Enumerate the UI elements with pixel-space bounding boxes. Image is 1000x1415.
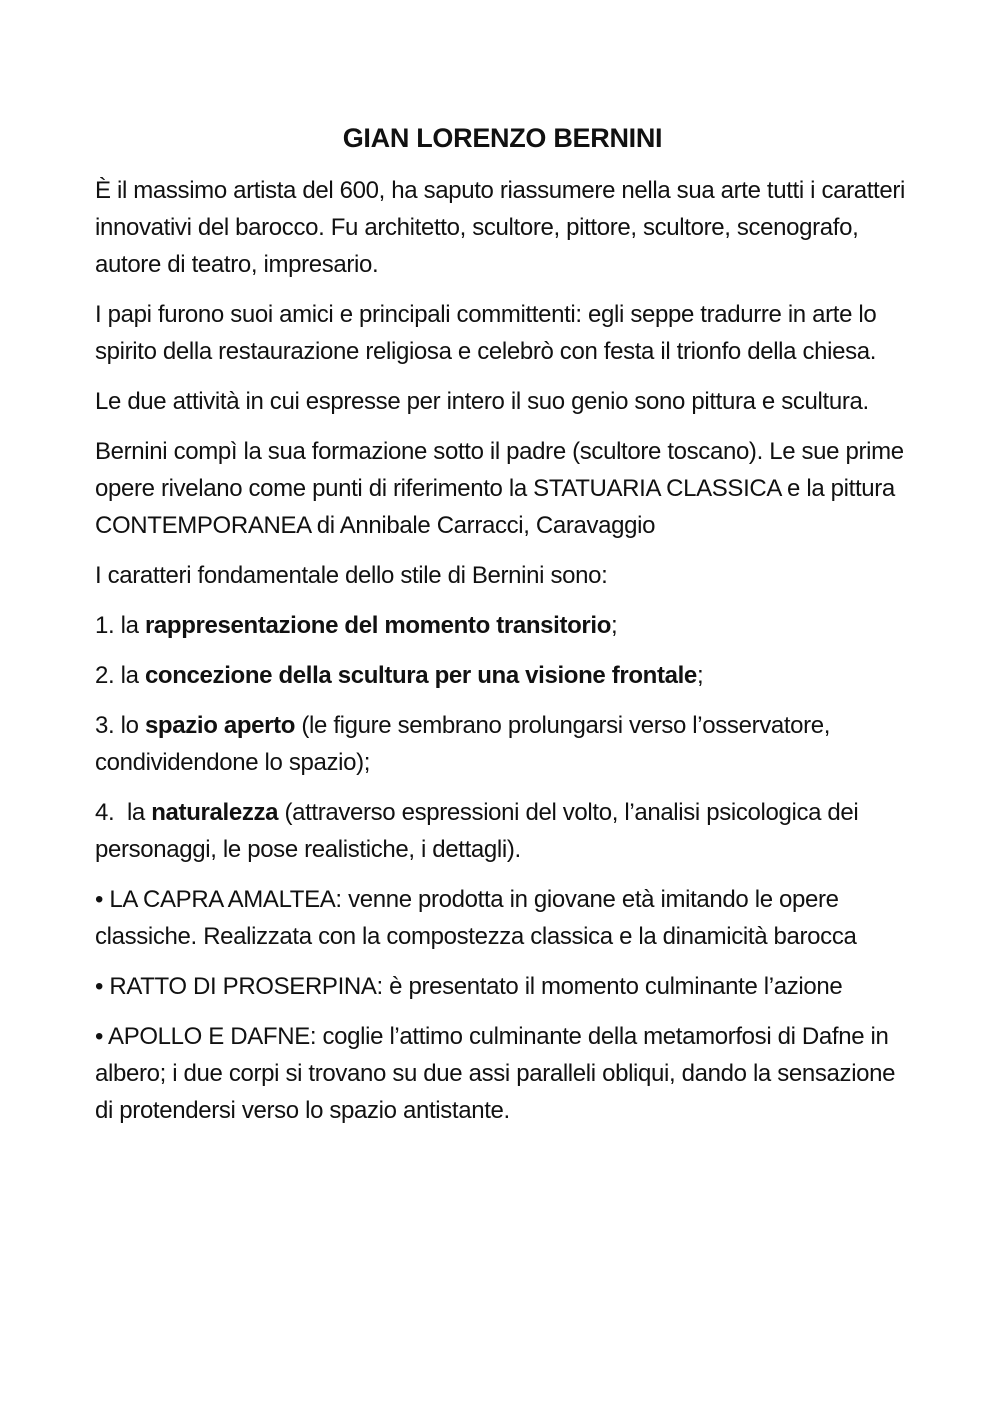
work-item-capra-amaltea: • LA CAPRA AMALTEA: venne prodotta in giovane età imitando le opere classiche. Realizzata con la compostezza classica e la dinamicità barocca xyxy=(95,886,857,950)
intro-paragraph-1: È il massimo artista del 600, ha saputo riassumere nella sua arte tutti i caratteri innovativi del barocco. Fu architetto, scultore, pittore, scultore, scenografo, autore di teatro, impresario. xyxy=(95,177,906,278)
feature-suffix: ; xyxy=(696,662,704,689)
feature-prefix: 2. la xyxy=(95,662,145,689)
feature-item-3 xyxy=(95,707,910,781)
feature-item-1 xyxy=(95,607,910,644)
feature-suffix: (le figure sembrano prolungarsi verso l’osservatore, condividendone lo spazio); xyxy=(95,712,831,776)
work-item-apollo-e-dafne: • APOLLO E DAFNE: coglie l’attimo culminante della metamorfosi di Dafne in albero; i due corpi si trovano su due assi paralleli obliqui, dando la sensazione di protendersi verso lo spazio antistante. xyxy=(95,1023,896,1124)
feature-prefix: 1. la xyxy=(95,612,145,639)
intro-paragraph-3: Le due attività in cui espresse per intero il suo genio sono pittura e scultura. xyxy=(95,388,869,415)
feature-bold-term: spazio aperto xyxy=(144,712,296,739)
feature-item-2 xyxy=(95,657,910,694)
intro-paragraph-2: I papi furono suoi amici e principali committenti: egli seppe tradurre in arte lo spirito della restaurazione religiosa e celebrò con festa il trionfo della chiesa. xyxy=(95,301,877,365)
intro-paragraph-4: Bernini compì la sua formazione sotto il padre (scultore toscano). Le sue prime opere rivelano come punti di riferimento la STATUARIA CLASSICA e la pittura CONTEMPORANEA di Annibale Carracci, Caravaggio xyxy=(95,438,904,539)
feature-bold-term: concezione della scultura per una visione frontale xyxy=(144,662,697,689)
feature-suffix: (attraverso espressioni del volto, l’analisi psicologica dei personaggi, le pose realistiche, i dettagli). xyxy=(95,799,859,863)
document-title: GIAN LORENZO BERNINI xyxy=(342,123,663,153)
feature-prefix: 4. la xyxy=(95,799,152,826)
feature-bold-term: rappresentazione del momento transitorio xyxy=(144,612,612,639)
feature-bold-term: naturalezza xyxy=(151,799,279,826)
feature-prefix: 3. lo xyxy=(95,712,145,739)
intro-paragraph-5: I caratteri fondamentale dello stile di Bernini sono: xyxy=(95,562,608,589)
document-page xyxy=(95,118,910,1142)
feature-item-4 xyxy=(95,794,910,868)
feature-suffix: ; xyxy=(611,612,618,639)
work-item-ratto-di-proserpina: • RATTO DI PROSERPINA: è presentato il momento culminante l’azione xyxy=(95,973,843,1000)
